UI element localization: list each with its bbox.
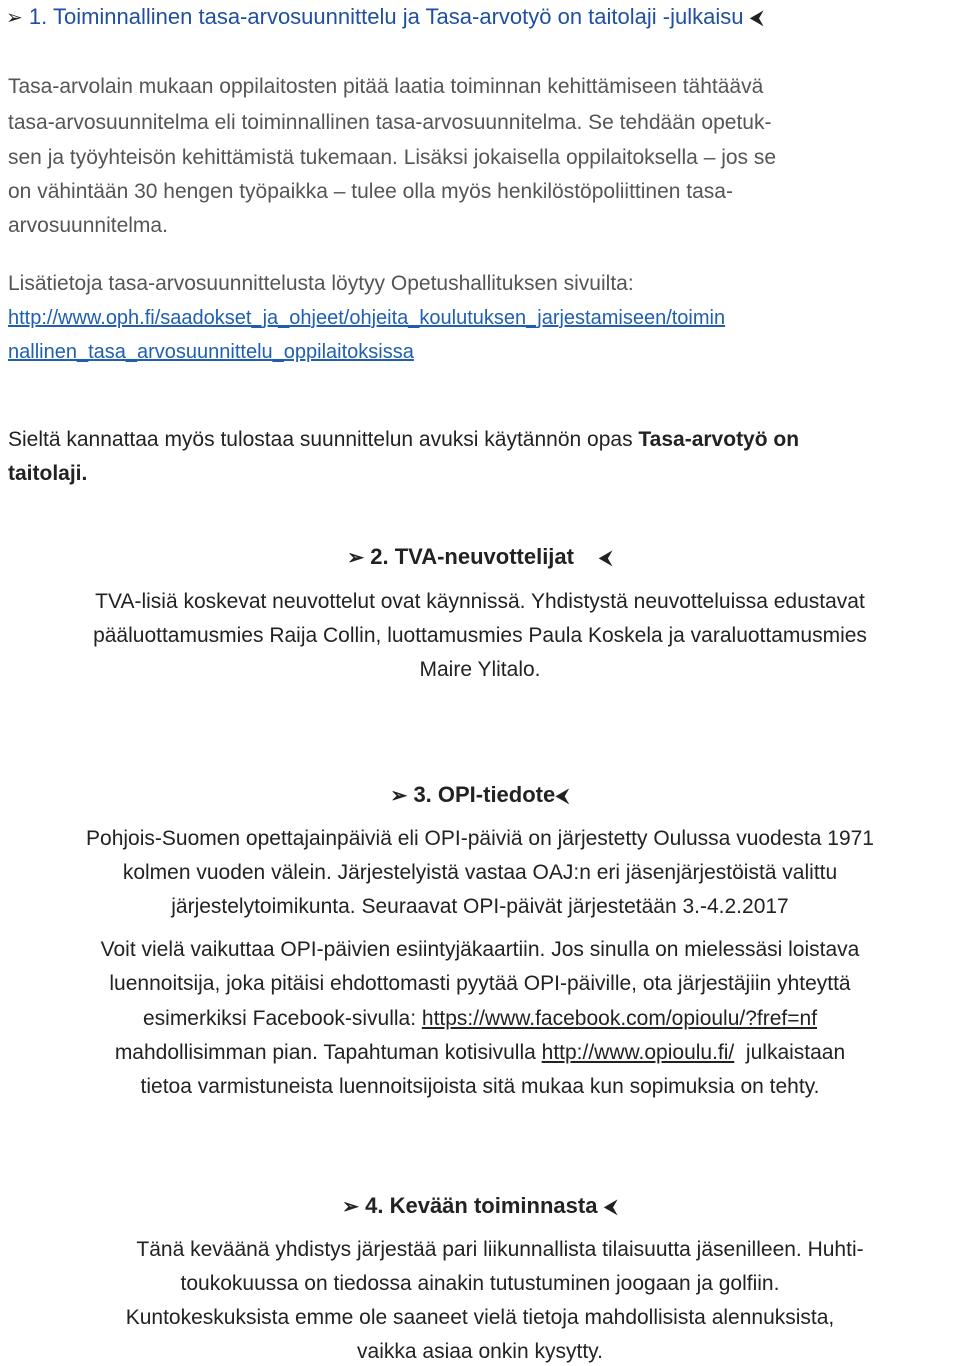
s3-para2-line-5: tietoa varmistuneista luennoitsijoista sitä mukaa kun sopimuksia on tehty. — [140, 1075, 820, 1098]
s1-p1-line-1: Tasa-arvolain mukaan oppilaitosten pitää laatia toiminnan kehittämiseen tähtäävä — [8, 75, 764, 98]
s1-p3-line-1 — [8, 428, 799, 452]
s2-line-2: pääluottamusmies Raija Collin, luottamusmies Paula Koskela ja varaluottamusmies — [93, 624, 867, 647]
s1-p1-line-4: on vähintään 30 hengen työpaikka – tulee olla myös henkilöstöpoliittinen tasa- — [8, 180, 733, 203]
s2-line-1: TVA-lisiä koskevat neuvottelut ovat käynnissä. Yhdistystä neuvotteluissa edustavat — [95, 590, 865, 613]
section-2-heading — [0, 544, 960, 570]
s3-para2-line-4-text: mahdollisimman pian. Tapahtuman kotisivulla — [114, 1041, 542, 1064]
s3-para2-line-2: luennoitsija, joka pitäisi ehdottomasti pyytää OPI-päiville, ota järjestäjiin yhteyttä — [109, 972, 851, 995]
section-1-title: 1. Toiminnallinen tasa-arvosuunnittelu ja Tasa-arvotyö on taitolaji -julkaisu — [28, 4, 744, 29]
s3-para2-line-1: Voit vielä vaikuttaa OPI-päivien esiintyjäkaartiin. Jos sinulla on mielessäsi loistava — [100, 938, 860, 961]
s3-para1-line-2: kolmen vuoden välein. Järjestelyistä vastaa OAJ:n eri jäsenjärjestöistä valittu — [122, 861, 838, 884]
s1-p2: Lisätietoja tasa-arvosuunnittelusta löytyy Opetushallituksen sivuilta: — [8, 272, 634, 295]
arrow-right-icon: ➢ — [342, 1196, 359, 1218]
s4-line-4: vaikka asiaa onkin kysytty. — [357, 1340, 603, 1363]
section-4-title: 4. Kevään toiminnasta — [365, 1193, 598, 1218]
s1-p3-bold-1: Tasa-arvotyö on — [638, 428, 800, 451]
arrow-left-icon: ⮜ — [603, 1196, 618, 1218]
section-4-heading — [0, 1193, 960, 1219]
arrow-left-icon: ⮜ — [555, 785, 570, 807]
arrow-right-icon: ➢ — [347, 547, 365, 569]
opioulu-link[interactable]: http://www.opioulu.fi/ — [541, 1041, 735, 1064]
s4-line-2: toukokuussa on tiedossa ainakin tutustuminen joogaan ja golfiin. — [180, 1272, 780, 1295]
s3-para2-line-3-text: esimerkiksi Facebook-sivulla: — [142, 1007, 422, 1030]
arrow-right-icon: ➢ — [6, 7, 23, 29]
s1-p1-line-2: tasa-arvosuunnitelma eli toiminnallinen tasa-arvosuunnitelma. Se tehdään opetuk- — [8, 111, 772, 134]
s4-line-1: Tänä keväänä yhdistys järjestää pari liikunnallista tilaisuutta jäsenilleen. Huhti- — [136, 1238, 864, 1261]
section-3-heading — [0, 782, 960, 808]
s1-p3-text: Sieltä kannattaa myös tulostaa suunnittelun avuksi käytännön opas — [8, 428, 639, 451]
arrow-left-icon: ⮜ — [598, 547, 613, 569]
section-3-title: 3. OPI-tiedote — [413, 782, 556, 807]
arrow-left-icon: ⮜ — [749, 7, 764, 29]
arrow-right-icon: ➢ — [390, 785, 408, 807]
s3-para1-line-3: järjestelytoimikunta. Seuraavat OPI-päivät järjestetään 3.-4.2.2017 — [171, 895, 789, 918]
section-2-title: 2. TVA-neuvottelijat — [370, 544, 574, 569]
s4-line-3: Kuntokeskuksista emme ole saaneet vielä tietoja mahdollisista alennuksista, — [125, 1306, 835, 1329]
facebook-link[interactable]: https://www.facebook.com/opioulu/?fref=nf — [421, 1007, 818, 1030]
s1-p1-line-3: sen ja työyhteisön kehittämistä tukemaan. Lisäksi jokaisella oppilaitoksella – jos se — [8, 146, 777, 169]
s3-para2-line-4-tail: julkaistaan — [734, 1041, 846, 1064]
s1-p3-bold-2: taitolaji. — [8, 462, 88, 485]
s3-para2-line-3 — [0, 1007, 960, 1031]
s3-para1-line-1: Pohjois-Suomen opettajainpäiviä eli OPI-päiviä on järjestetty Oulussa vuodesta 1971 — [86, 827, 874, 850]
s2-line-3: Maire Ylitalo. — [419, 658, 541, 681]
s3-para2-line-4 — [0, 1041, 960, 1065]
s1-p1-line-5: arvosuunnitelma. — [8, 214, 168, 237]
section-1-heading — [6, 4, 764, 30]
oph-link-line-2[interactable]: nallinen_tasa_arvosuunnittelu_oppilaitoksissa — [8, 341, 414, 363]
oph-link-line-1[interactable]: http://www.oph.fi/saadokset_ja_ohjeet/ohjeita_koulutuksen_jarjestamiseen/toimin — [8, 307, 726, 329]
